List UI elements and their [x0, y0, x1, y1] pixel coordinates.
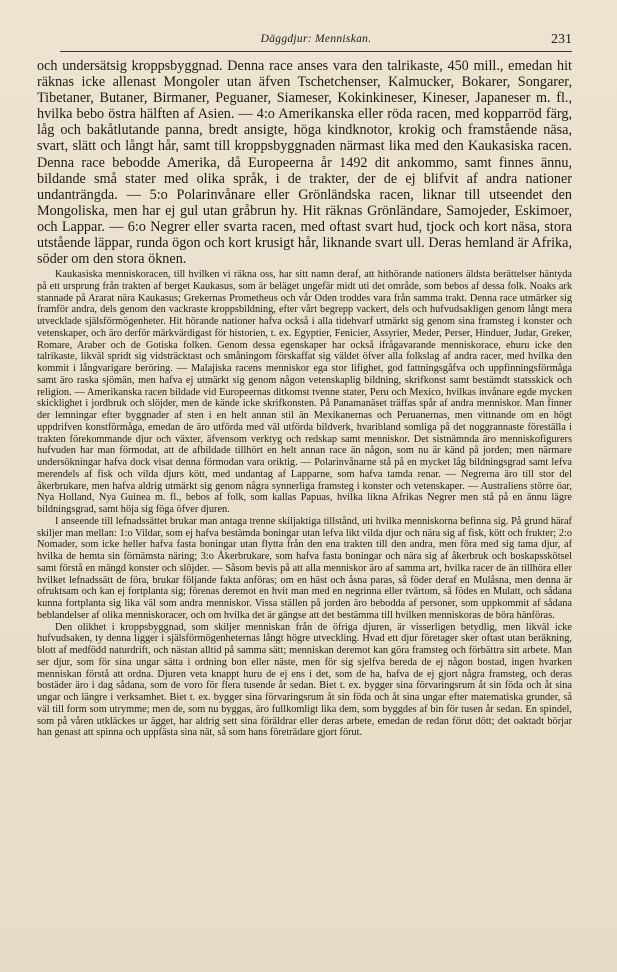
small-print-text: [37, 269, 572, 739]
page-number: 231: [551, 32, 572, 47]
small-paragraph-lifestyle: I anseende till lefnadssättet brukar man antaga trenne skiljaktiga tillstånd, uti hvilka menniskorna befinna sig. På grund häraf skiljer man mellan: 1:o Vildar, som ej hafva bestämda boningar utan lefva likt vilda djur och nära sig af fisk, kött och frukter; 2:o Nomader, som icke heller hafva fasta boningar utan flytta från den ena trakten till den andra, men föra med sig tama djur, af hvilka de hemta sin förnämsta näring; 3:o Åkerbrukare, som hafva fasta boningar och nära sig af åkerbruk och boskapsskötsel samt förstå en mängd konster och slöjder. — Såsom bevis på att alla menniskor äro af samma art, hvilka racer de än tillhöra eller hvilket lefnadssätt de föra, brukar följande fakta anföras; om en häst och åsna paras, så föder deraf en Mulåsna, men denna är ofruktsam och kan ej fortplanta sig; förenas deremot en hvit man med en negrinna eller tvärtom, så födes en Mulatt, och sådana kunna fortplanta sig lika väl som andra menniskor. Vissa ställen på jorden äro bebodda af personer, som uppkommit af sådana beblandelser af olika menniskoracer, och om hvilka det är gängse att det bestämma till hvilken menniskoras de böra hänföras.: [37, 515, 572, 621]
main-paragraph: och undersätsig kroppsbyggnad. Denna race anses vara den talrikaste, 450 mill., emedan hit räknas icke allenast Mongoler utan äfven Tschetchenser, Kalmucker, Bokarer, Songarer, Tibetaner, Butaner, Birmaner, Peguaner, Siameser, Kokinkineser, Kineser, Japaneser m. fl., hvilka bebo östra hälften af Asien. — 4:o Amerikanska eller röda racen, med kopparröd färg, låg och bakåtlutande panna, bredt ansigte, höga kindknotor, krokig och framstående näsa, svart, slätt och långt hår, samt till kroppsbyggnaden närmast lika med den Kaukasiska racen. Denna race bebodde Amerika, då Europeerna år 1492 dit ankommo, samt finnes ännu, bildande små stater med olika språk, i de trakter, der de ej blifvit af andra nationer undanträngda. — 5:o Polarinvånare eller Grönländska racen, liknar till utseendet den Mongoliska, men har ej gul utan gråbrun hy. Hit räknas Grönländare, Samojeder, Eskimoer, och Lappar. — 6:o Negrer eller svarta racen, med oftast svart hud, tjock och kort näsa, stora utstående läppar, runda ögon och kort krusigt hår, liknande svart ull. Deras hemland är Afrika, söder om den stora öknen.: [37, 58, 572, 268]
page-body: [37, 58, 572, 739]
main-text: [37, 58, 572, 267]
small-paragraph-races: Kaukasiska menniskoracen, till hvilken vi räkna oss, har sitt namn deraf, att hithörande nationers äldsta berättelser häntyda på ett ursprung från trakten af berget Kaukasus, som är beläget ungefär midt uti det område, som bebos af dessa folk. Noaks ark stannade på Ararat nära Kaukasus; Grekernas Prometheus och vår Oden troddes vara från samma trakt. Denna race utmärker sig framför andra, dels genom den vackraste kroppsbildning, efter vårt begrepp vackert, dels och hufvudsakligen genom långt mera utvecklade själsförmögenheter. Hit hörande nationer hafva också i alla tidehvarf utmärkt sig genom sina framsteg i konster och vetenskaper, och äro derför märkvärdigast för historien, t. ex. Egyptier, Fenicier, Assyrier, Meder, Perser, Hinduer, Judar, Greker, Romare, Araber och de Gotiska folken. Genom dessa egenskaper har också ifrågavarande menniskorace, ehuru icke den talrikaste, likväl spridt sig vidsträcktast och småningom förskaffat sig väldet öfver alla folkslag af andra racer, med hvilka den kommit i långvarigare beröring. — Malajiska racens menniskor ega stor lifighet, god fattningsgåfva och uppfinningsförmåga samt äro raska sjömän, men hafva ej utmärkt sig genom någon vetenskaplig bildning, skrifkonst samt bestämdt statsskick och religion. — Amerikanska racen bildade vid Europeernas ditkomst tvenne stater, Peru och Mexico, hvilkas invånare egde mycken skicklighet i jordbruk och slöjder, men de kände icke skrifkonsten. På Panamanäset träffas spår af andra menniskor. Man finner der lemningar efter byggnader af sten i en helt annan stil än Mexikanernas och Peruanernas, men vittnande om en högt uppdrifven konstförmåga, emedan de äro utförda med väl utförda bildverk, hvaribland somliga på det noggrannaste föreställa i trakten förekommande djur och växter, äfvensom verktyg och redskap samt menniskor. Det sistnämnda äro menniskofigurers hufvuden har man förmodat, att de afbildade tillhört en helt annan race än någon, som nu är känd på jorden; men närmare undersökningar hafva dock visat denna förmodan vara oriktig. — Polarinvånarne stå på en mycket låg bildningsgrad samt lefva merendels af fisk och vilda djurs kött, med undantag af Lapparne, som hafva tamda renar. — Negrerna äro till stor del åkerbrukare, men hafva aldrig utmärkt sig genom några synnerliga framsteg i konster och vetenskaper. — Australiens större öar, Nya Holland, Nya Guinea m. fl., bebos af folk, som kallas Papuas, hvilka likna Afrikas Negrer men stå på en ännu lägre bildningsgrad, samt höja sig föga öfver djuren.: [37, 269, 572, 516]
running-head: Däggdjur: Menniskan.: [260, 33, 372, 45]
page-header: [60, 33, 572, 52]
small-paragraph-body: Den olikhet i kroppsbyggnad, som skiljer menniskan från de öfriga djuren, är visserligen betydlig, men likväl icke hufvudsaken, ty denna ligger i själsförmögenheternas långt högre utveckling. Hvad ett djur företager sker oftast utan beräkning, blott af medfödd naturdrift, och nästan alltid på samma sätt; menniskan deremot kan göra framsteg och förbättra sitt arbete. Man ser djur, som för sina ungar sätta i ordning bon eller näste, men för sig sjelfva bereda de ej någon bostad, ingen hvarken menniskan förstå att ordna. Djuren veta knappt huru de ej ens i det, som de ha, hafva de ej gjort några framsteg, och deras bostäder äro i dag sådana, som de voro för flera tusende år sedan. Biet t. ex. bygger sina förvaringsrum åt sin föda och åt sina ungar och längre i verksamhet. Biet t. ex. bygger sina förvaringsrum åt sin föda och åt sina ungar efter matematiska grunder, så väl till form som utrymme; men de, som nu byggas, äro fullkomligt lika dem, som byggdes af bin för tusen år sedan. En spindel, som på våren utkläckes ur ägget, har aldrig sett sina föräldrar eller deras arbete, emedan de redan förut dött; det oaktadt börjar han genast att spinna och uppfästa sina nät, så som hans företrädare gjort förut.: [37, 621, 572, 739]
